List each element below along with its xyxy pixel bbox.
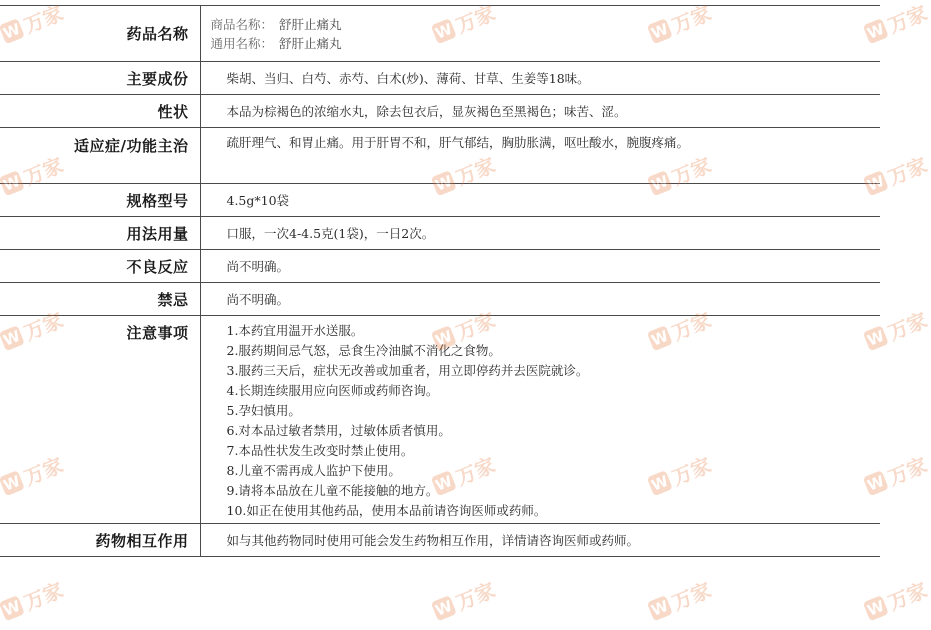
dosage-label: 用法用量 xyxy=(0,217,200,250)
watermark-text: 万家 xyxy=(452,452,499,491)
watermark-badge-icon: W xyxy=(432,326,455,350)
watermark-text: 万家 xyxy=(20,307,67,346)
precaution-item: 1.本药宜用温开水送服。 xyxy=(226,323,364,338)
contraindications-value: 尚不明确。 xyxy=(200,283,880,316)
watermark-badge-icon: W xyxy=(864,19,887,43)
watermark-badge-icon: W xyxy=(0,171,23,195)
watermark-badge-icon: W xyxy=(648,471,671,495)
watermark-badge-icon: W xyxy=(432,596,455,620)
row-adverse-reactions xyxy=(0,250,880,283)
watermark-text: 万家 xyxy=(884,307,931,346)
precaution-item: 7.本品性状发生改变时禁止使用。 xyxy=(226,443,414,458)
watermark-text: 万家 xyxy=(452,152,499,191)
row-dosage xyxy=(0,217,880,250)
precaution-item: 9.请将本品放在儿童不能接触的地方。 xyxy=(226,483,439,498)
generic-name-line xyxy=(211,34,881,53)
watermark-badge-icon: W xyxy=(432,171,455,195)
watermark-text: 万家 xyxy=(668,0,715,39)
trade-name-value: 舒肝止痛丸 xyxy=(279,16,342,32)
precaution-item: 4.长期连续服用应向医师或药师咨询。 xyxy=(226,383,439,398)
properties-label: 性状 xyxy=(0,95,200,128)
precautions-label: 注意事项 xyxy=(0,316,200,524)
watermark-text: 万家 xyxy=(884,452,931,491)
ingredients-label: 主要成份 xyxy=(0,62,200,95)
watermark-badge-icon: W xyxy=(0,596,23,620)
precaution-item: 8.儿童不需再成人监护下使用。 xyxy=(226,463,401,478)
row-precautions xyxy=(0,316,880,524)
watermark-text: 万家 xyxy=(20,152,67,191)
adverse-reactions-value: 尚不明确。 xyxy=(200,250,880,283)
watermark-logo xyxy=(861,574,931,625)
watermark-text: 万家 xyxy=(20,452,67,491)
precaution-item: 10.如正在使用其他药品，使用本品前请咨询医师或药师。 xyxy=(226,503,547,518)
watermark-text: 万家 xyxy=(452,307,499,346)
drug-info-table xyxy=(0,5,880,557)
watermark-badge-icon: W xyxy=(432,19,455,43)
precautions-value xyxy=(200,316,880,524)
watermark-badge-icon: W xyxy=(648,596,671,620)
watermark-text: 万家 xyxy=(884,0,931,39)
precautions-list xyxy=(227,321,881,521)
watermark-badge-icon: W xyxy=(864,471,887,495)
specification-label: 规格型号 xyxy=(0,184,200,217)
watermark-badge-icon: W xyxy=(648,171,671,195)
watermark-badge-icon: W xyxy=(0,326,23,350)
generic-name-value: 舒肝止痛丸 xyxy=(279,35,342,51)
specification-value: 4.5g*10袋 xyxy=(200,184,880,217)
row-ingredients xyxy=(0,62,880,95)
watermark-badge-icon: W xyxy=(0,471,23,495)
watermark-text: 万家 xyxy=(20,577,67,616)
dosage-value: 口服，一次4-4.5克(1袋)，一日2次。 xyxy=(200,217,880,250)
properties-value: 本品为棕褐色的浓缩水丸，除去包衣后，显灰褐色至黑褐色；味苦、涩。 xyxy=(200,95,880,128)
contraindications-label: 禁忌 xyxy=(0,283,200,316)
watermark-badge-icon: W xyxy=(864,596,887,620)
watermark-text: 万家 xyxy=(884,152,931,191)
watermark-badge-icon: W xyxy=(648,326,671,350)
trade-name-label: 商品名称： xyxy=(210,16,274,32)
watermark-badge-icon: W xyxy=(0,19,23,43)
watermark-text: 万家 xyxy=(668,577,715,616)
watermark-text: 万家 xyxy=(668,307,715,346)
drug-name-label: 药品名称 xyxy=(0,6,200,62)
precaution-item: 5.孕妇慎用。 xyxy=(226,403,301,418)
row-interactions xyxy=(0,524,880,557)
trade-name-line xyxy=(211,15,881,34)
row-properties xyxy=(0,95,880,128)
watermark-logo xyxy=(0,574,67,625)
interactions-value: 如与其他药物同时使用可能会发生药物相互作用，详情请咨询医师或药师。 xyxy=(200,524,880,557)
watermark-text: 万家 xyxy=(452,577,499,616)
watermark-text: 万家 xyxy=(884,577,931,616)
precaution-item: 3.服药三天后，症状无改善或加重者，用立即停药并去医院就诊。 xyxy=(226,363,589,378)
generic-name-label: 通用名称： xyxy=(210,35,274,51)
row-drug-name xyxy=(0,6,880,62)
indications-value: 疏肝理气、和胃止痛。用于肝胃不和，肝气郁结，胸肋胀满，呕吐酸水，腕腹疼痛。 xyxy=(200,128,880,184)
ingredients-value: 柴胡、当归、白芍、赤芍、白术(炒)、薄荷、甘草、生姜等18味。 xyxy=(200,62,880,95)
precaution-item: 2.服药期间忌气怒，忌食生冷油腻不消化之食物。 xyxy=(226,343,501,358)
watermark-badge-icon: W xyxy=(864,171,887,195)
watermark-logo xyxy=(429,574,499,625)
watermark-text: 万家 xyxy=(668,152,715,191)
interactions-label: 药物相互作用 xyxy=(0,524,200,557)
row-contraindications xyxy=(0,283,880,316)
drug-name-values xyxy=(200,6,880,62)
watermark-text: 万家 xyxy=(668,452,715,491)
watermark-badge-icon: W xyxy=(648,19,671,43)
adverse-reactions-label: 不良反应 xyxy=(0,250,200,283)
indications-label: 适应症/功能主治 xyxy=(0,128,200,184)
precaution-item: 6.对本品过敏者禁用，过敏体质者慎用。 xyxy=(226,423,451,438)
row-indications xyxy=(0,128,880,184)
watermark-text: 万家 xyxy=(452,0,499,39)
watermark-text: 万家 xyxy=(20,0,67,39)
watermark-badge-icon: W xyxy=(432,471,455,495)
watermark-badge-icon: W xyxy=(864,326,887,350)
watermark-logo xyxy=(645,574,715,625)
row-specification xyxy=(0,184,880,217)
